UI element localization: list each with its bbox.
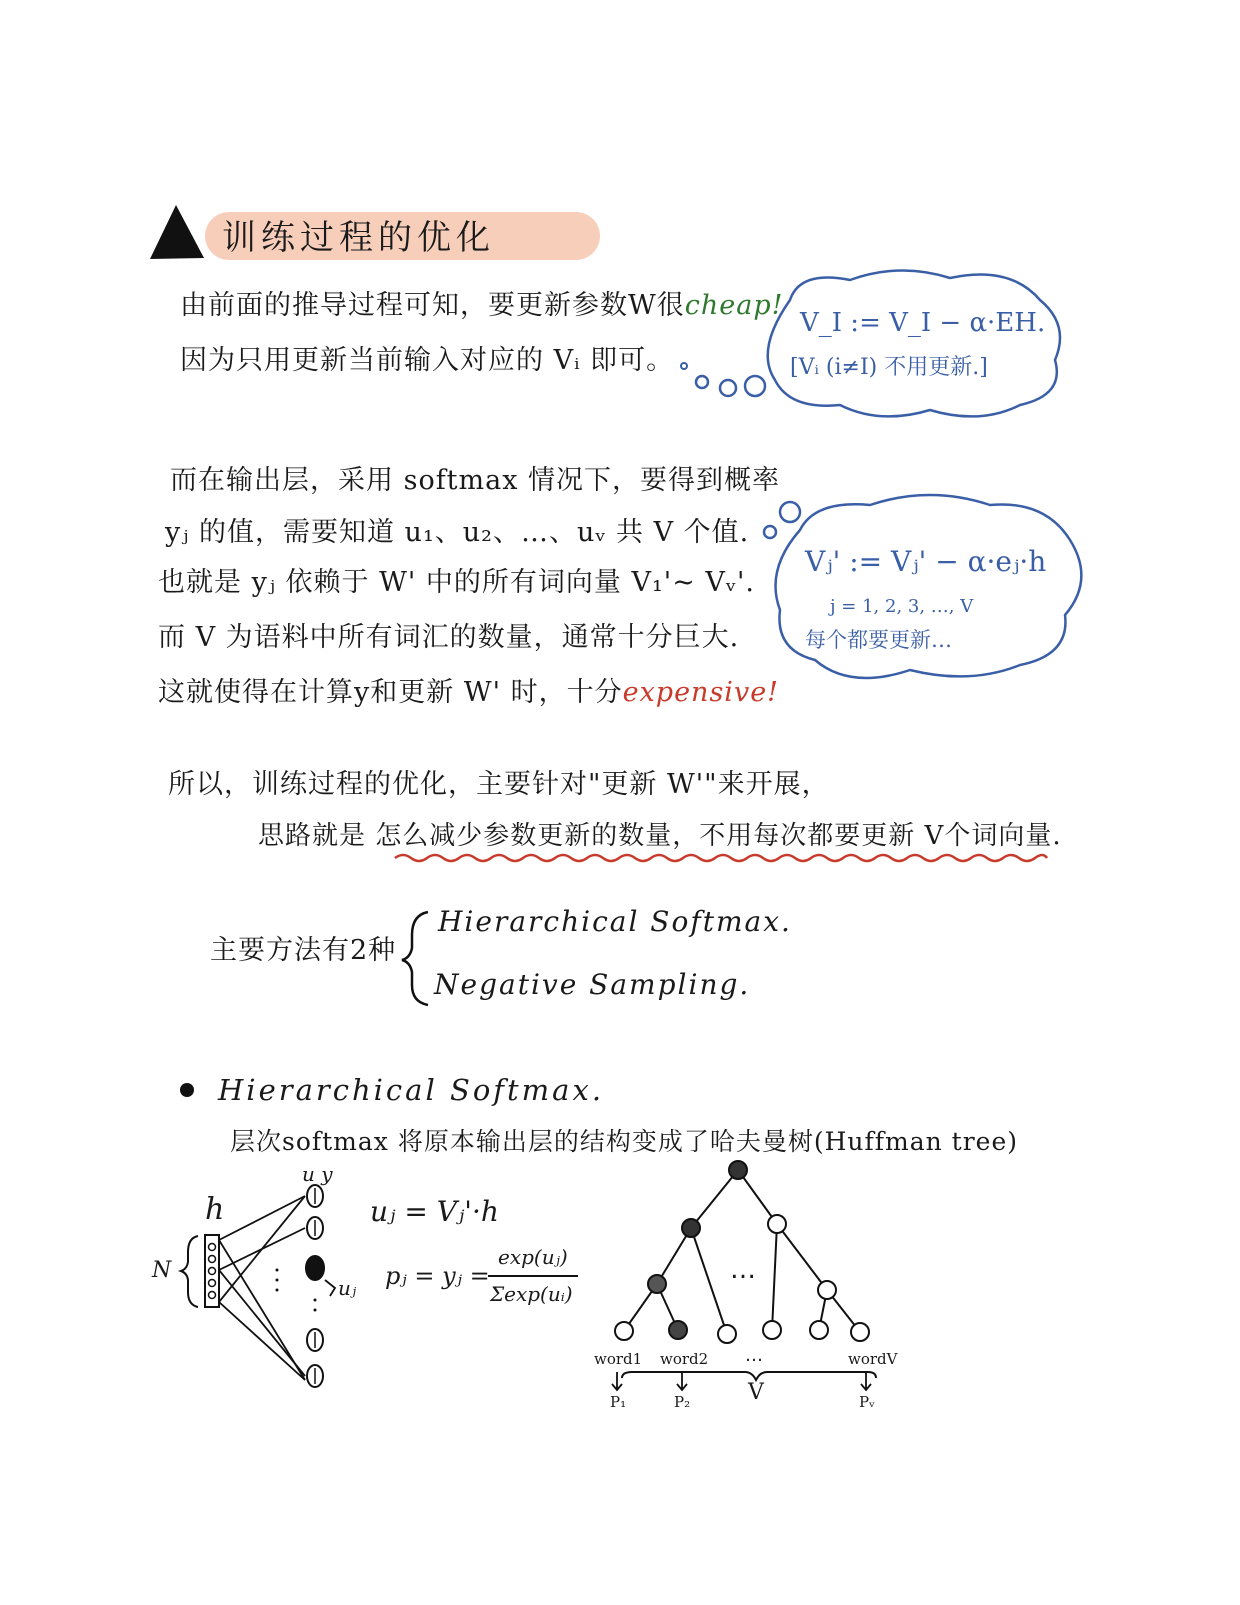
page-title: 训练过程的优化	[222, 218, 495, 258]
tree-node-r	[768, 1215, 786, 1233]
tree-leaf-1	[615, 1322, 633, 1340]
tree-leaf-6	[851, 1323, 869, 1341]
tree-leaf-5	[810, 1321, 828, 1339]
h-vector	[205, 1235, 219, 1307]
method-item-hs: Hierarchical Softmax.	[438, 905, 792, 938]
leaf-label-wordV: wordV	[848, 1350, 898, 1368]
tree-node-rr	[818, 1281, 836, 1299]
section2-line1: 而在输出层，采用 softmax 情况下，要得到概率	[170, 465, 781, 496]
bubble-dot-6	[780, 502, 800, 522]
section2-line5	[158, 670, 779, 709]
prob-arrows	[612, 1372, 871, 1390]
bubble-dot-2	[696, 376, 708, 388]
tree-root	[729, 1161, 747, 1179]
leaf-brace-label: V	[748, 1380, 764, 1405]
bullet-dot-icon	[180, 1083, 194, 1097]
cheap-emphasis: cheap!	[684, 290, 784, 321]
method-brace	[402, 912, 428, 1005]
section3-line2-underlined: 怎么减少参数更新的数量，不用每次都要更新 V个词向量.	[375, 821, 1062, 851]
tree-nodes	[615, 1161, 869, 1343]
h-vector-cells	[209, 1244, 216, 1299]
hs-heading: Hierarchical Softmax.	[218, 1073, 605, 1107]
bubble2-equation: Vⱼ' := Vⱼ' − α·eⱼ·h	[805, 545, 1047, 578]
n-label: N	[152, 1258, 172, 1283]
section2-line2: yⱼ 的值，需要知道 u₁、u₂、…、uᵥ 共 V 个值.	[165, 517, 750, 548]
bubble2-note: 每个都要更新…	[805, 628, 952, 652]
expensive-emphasis: expensive!	[622, 677, 780, 708]
h-label: h	[205, 1192, 225, 1227]
equation-pj-denominator: Σexp(uᵢ)	[490, 1282, 573, 1306]
leaf-label-ellipsis: …	[745, 1345, 763, 1366]
prob-label-v: Pᵥ	[859, 1393, 875, 1411]
tree-edges	[624, 1170, 860, 1334]
thought-bubble-1	[768, 270, 1060, 416]
network-edges	[219, 1196, 305, 1380]
bubble2-range: j = 1, 2, 3, …, V	[830, 596, 974, 617]
section2-line5-text: 这就使得在计算y和更新 W' 时，十分	[158, 677, 623, 708]
output-neurons	[306, 1185, 324, 1387]
wavy-underline	[395, 855, 1047, 861]
equation-pj-numerator: exp(uⱼ)	[498, 1245, 568, 1269]
section1-line2: 因为只用更新当前输入对应的 Vᵢ 即可。	[180, 345, 675, 376]
section3-line2-prefix: 思路就是	[258, 821, 367, 851]
bubble-dot-1	[681, 363, 687, 369]
section2-line4: 而 V 为语料中所有词汇的数量，通常十分巨大.	[158, 622, 740, 653]
method-item-ns: Negative Sampling.	[434, 968, 751, 1001]
bubble-dot-3	[720, 380, 736, 396]
bubble-dot-4	[745, 376, 765, 396]
leaf-label-word2: word2	[660, 1350, 709, 1368]
prob-label-1: P₁	[610, 1393, 627, 1411]
hs-description: 层次softmax 将原本输出层的结构变成了哈夫曼树(Huffman tree)	[230, 1127, 1018, 1156]
tree-leaf-2	[669, 1321, 687, 1339]
bubble1-note: [Vᵢ (i≠I) 不用更新.]	[790, 355, 988, 380]
uy-label: u y	[302, 1162, 333, 1186]
section3-line2	[258, 815, 1062, 852]
uj-arrow	[325, 1280, 335, 1296]
bubble1-equation: V_I := V_I − α·EH.	[800, 308, 1046, 338]
tree-node-ll	[648, 1275, 666, 1293]
bubble-dot-5	[764, 526, 776, 538]
tree-node-l	[682, 1219, 700, 1237]
equation-pj-left: pⱼ = yⱼ =	[385, 1262, 490, 1290]
equation-uj: uⱼ = Vⱼ'·h	[370, 1195, 499, 1228]
methods-label: 主要方法有2种	[210, 935, 397, 966]
n-brace	[181, 1236, 198, 1307]
tree-leaf-4	[763, 1321, 781, 1339]
section2-line3: 也就是 yⱼ 依赖于 W' 中的所有词向量 V₁'~ Vᵥ'.	[158, 567, 755, 598]
tree-ellipsis: …	[730, 1255, 756, 1285]
section1-line1-text: 由前面的推导过程可知，要更新参数W很	[180, 290, 685, 321]
uj-arrow-label: uⱼ	[338, 1276, 357, 1300]
leaf-brace	[622, 1372, 876, 1380]
tree-leaf-3	[718, 1325, 736, 1343]
section3-line1: 所以，训练过程的优化，主要针对"更新 W'"来开展，	[168, 769, 830, 800]
prob-label-2: P₂	[674, 1393, 691, 1411]
leaf-label-word1: word1	[594, 1350, 643, 1368]
